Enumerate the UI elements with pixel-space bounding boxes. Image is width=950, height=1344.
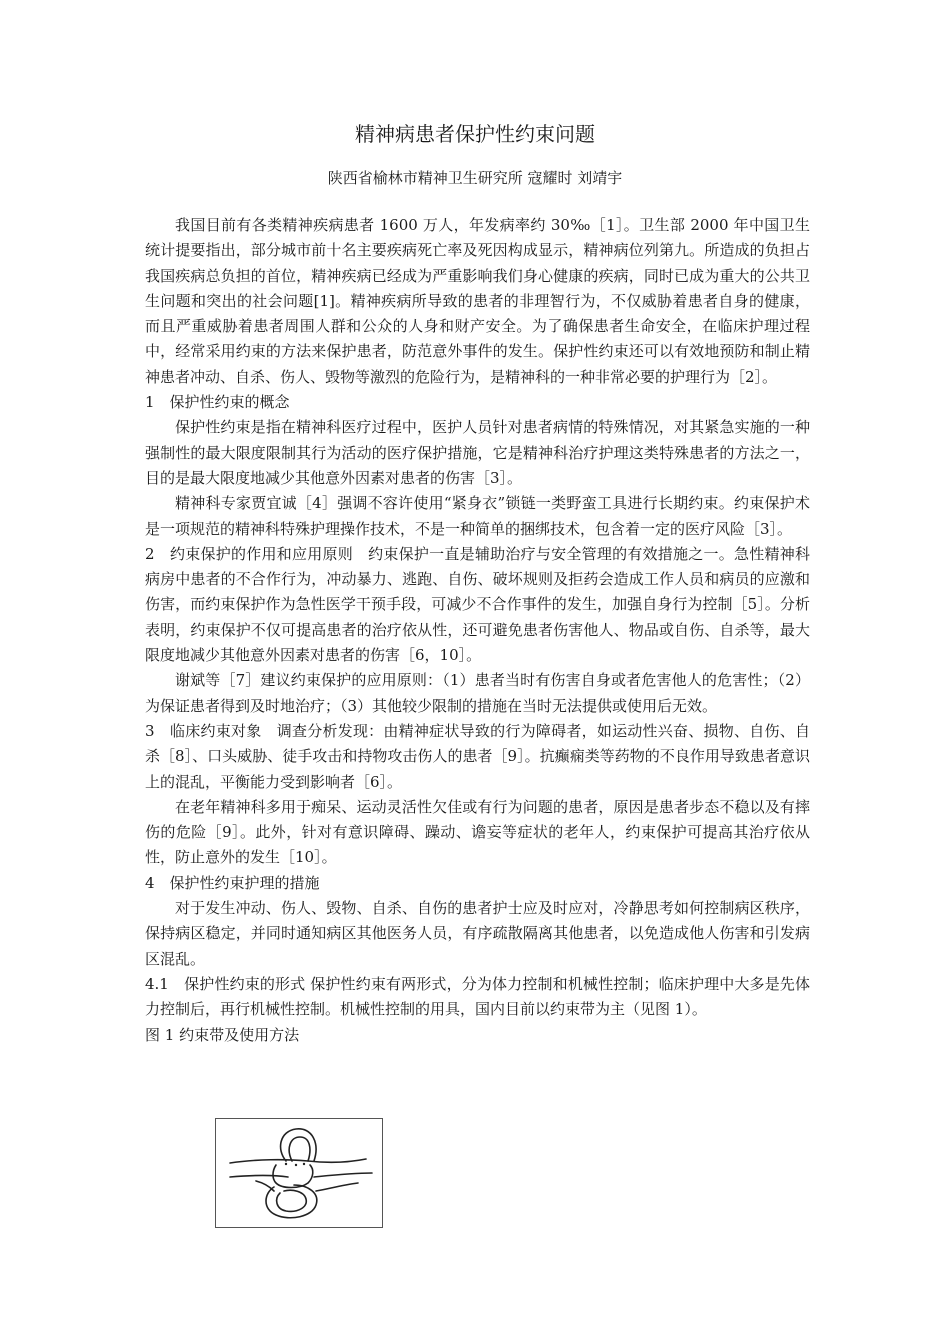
author-line: 陕西省榆林市精神卫生研究所 寇耀时 刘靖宇 (327, 169, 623, 187)
document-title: 精神病患者保护性约束问题 (355, 122, 595, 146)
section-heading-1: 1 保护性约束的概念 (145, 393, 290, 412)
restraint-belt-illustration (216, 1119, 382, 1227)
paragraph-principles: 谢斌等［7］建议约束保护的应用原则：（1）患者当时有伤害自身或者危害他人的危害性；（2）为保证患者得到及时地治疗；（3）其他较少限制的措施在当时无法提供或使用后无效。 (145, 671, 810, 715)
paragraph-definition: 保护性约束是指在精神科医疗过程中，医护人员针对患者病情的特殊情况，对其紧急实施的一种强制性的最大限度限制其行为活动的医疗保护措施，它是精神科治疗护理这类特殊患者的方法之一，目的是最大限度地减少其他意外因素对患者的伤害［3］。 (145, 418, 810, 487)
section-4-1-paragraph: 4.1 保护性约束的形式 保护性约束有两形式，分为体力控制和机械性控制；临床护理中大多是先体力控制后，再行机械性控制。机械性控制的用具，国内目前以约束带为主（见图 1）。 (145, 974, 810, 1019)
paragraph-response: 对于发生冲动、伤人、毁物、自杀、自伤的患者护士应及时应对，冷静思考如何控制病区秩序，保持病区稳定，并同时通知病区其他医务人员，有序疏散隔离其他患者，以免造成他人伤害和引发病区混乱。 (145, 899, 810, 968)
figure-caption: 图 1 约束带及使用方法 (145, 1025, 300, 1044)
paragraph-intro: 我国目前有各类精神疾病患者 1600 万人，年发病率约 30‰［1］。卫生部 2000 年中国卫生统计提要指出，部分城市前十名主要疾病死亡率及死因构成显示，精神病位列第九。所造成的负担占我国疾病总负担的首位，精神疾病已经成为严重影响我们身心健康的疾病，同时已成为重大的公共卫生问题和突出的社会问题[1]。精神疾病所导致的患者的非理智行为，不仅威胁着患者自身的健康，而且严重威胁着患者周围人群和公众的人身和财产安全。为了确保患者生命安全，在临床护理过程中，经常采用约束的方法来保护患者，防范意外事件的发生。保护性约束还可以有效地预防和制止精神患者冲动、自杀、伤人、毁物等激烈的危险行为，是精神科的一种非常必要的护理行为［2］。 (145, 216, 810, 386)
section-3-paragraph: 3 临床约束对象 调查分析发现：由精神症状导致的行为障碍者，如运动性兴奋、损物、自伤、自杀［8］、口头威胁、徒手攻击和持物攻击伤人的患者［9］。抗癫痫类等药物的不良作用导致患者意识上的混乱，平衡能力受到影响者［6］。 (145, 721, 810, 791)
paragraph-expert-view: 精神科专家贾宜诚［4］强调不容许使用“紧身衣”锁链一类野蛮工具进行长期约束。约束保护术是一项规范的精神科特殊护理操作技术，不是一种简单的捆绑技术，包含着一定的医疗风险［3］。 (145, 494, 810, 538)
restraint-belt-figure (215, 1118, 383, 1228)
paragraph-elderly: 在老年精神科多用于痴呆、运动灵活性欠佳或有行为问题的患者，原因是患者步态不稳以及有摔伤的危险［9］。此外，针对有意识障碍、躁动、谵妄等症状的老年人，约束保护可提高其治疗依从性，防止意外的发生［10］。 (145, 797, 810, 867)
section-heading-4: 4 保护性约束护理的措施 (145, 873, 320, 892)
document-body (145, 213, 810, 1048)
section-2-paragraph: 2 约束保护的作用和应用原则 约束保护一直是辅助治疗与安全管理的有效措施之一。急性精神科病房中患者的不合作行为，冲动暴力、逃跑、自伤、破坏规则及拒药会造成工作人员和病员的应激和伤害，而约束保护作为急性医学干预手段，可减少不合作事件的发生，加强自身行为控制［5］。分析表明，约束保护不仅可提高患者的治疗依从性，还可避免患者伤害他人、物品或自伤、自杀等，最大限度地减少其他意外因素对患者的伤害［6，10］。 (145, 544, 810, 665)
